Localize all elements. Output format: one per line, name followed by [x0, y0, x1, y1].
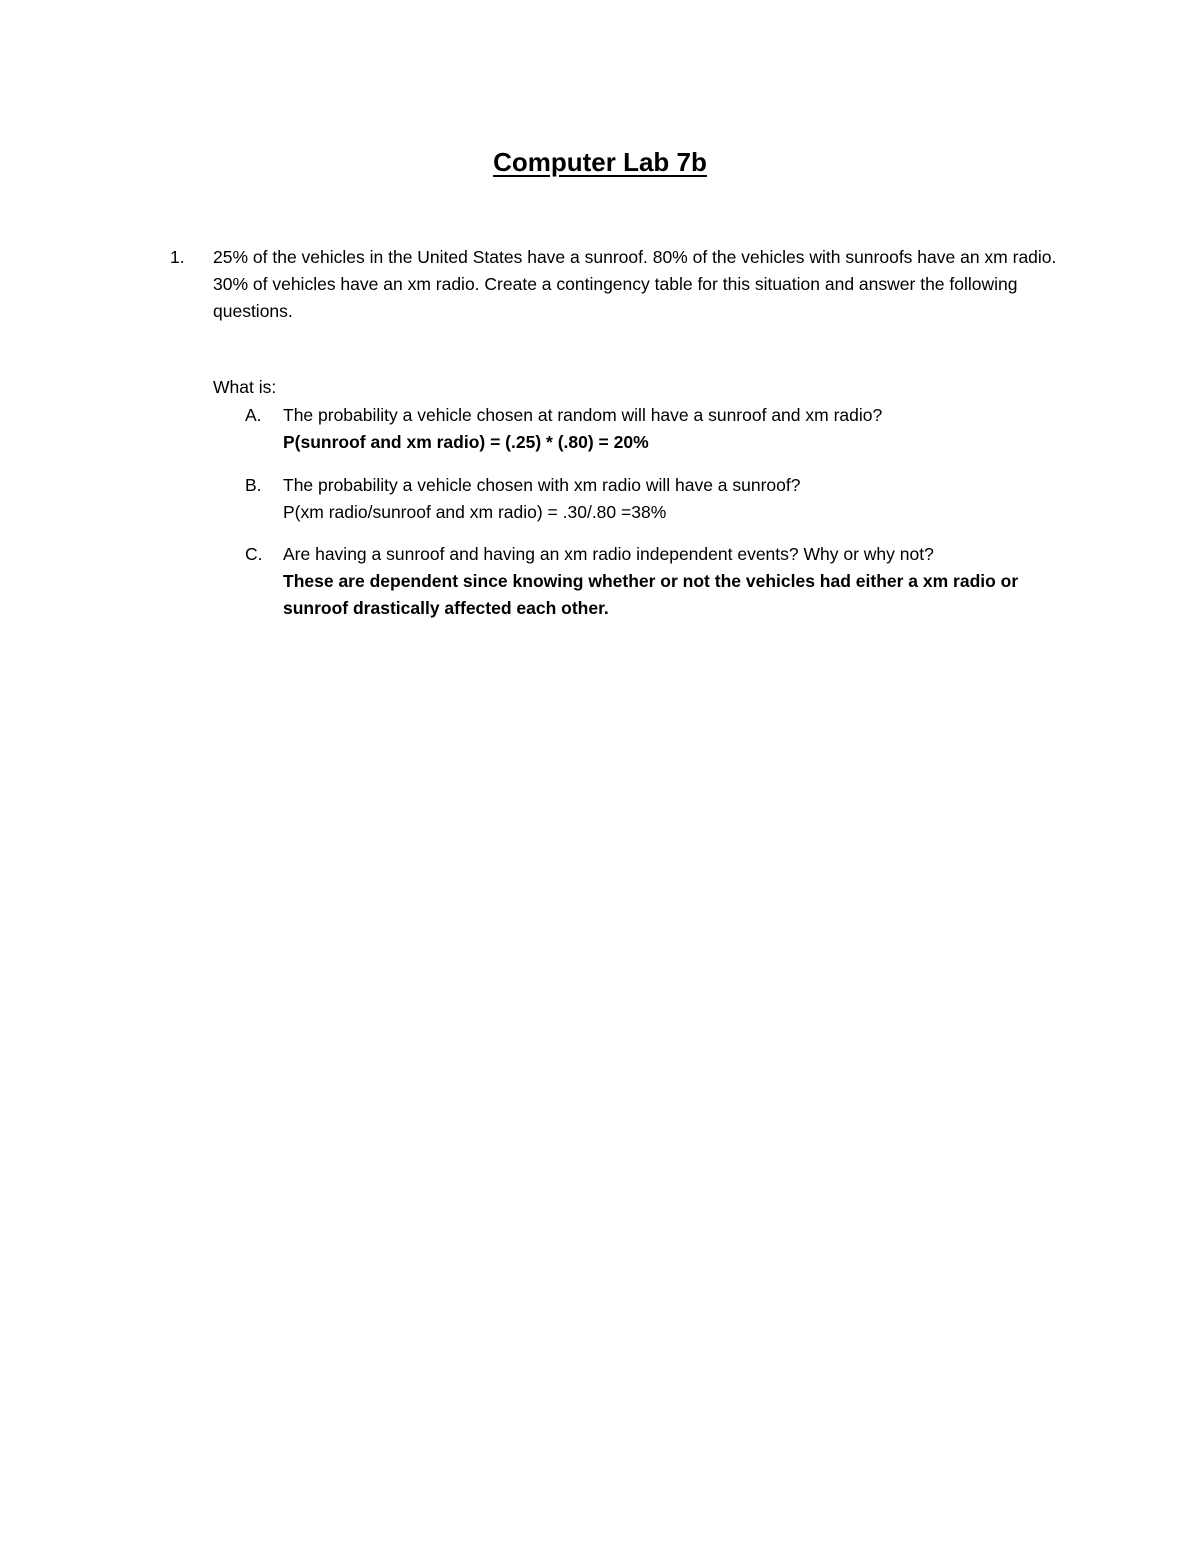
part-letter: B.	[245, 475, 262, 495]
part-answer: These are dependent since knowing whether or not the vehicles had either a xm radio or sunroof drastically affected each other.	[283, 571, 1019, 618]
document-title: Computer Lab 7b	[493, 147, 707, 177]
part-answer: P(xm radio/sunroof and xm radio) = .30/.80 =38%	[283, 502, 667, 522]
question-number: 1.	[170, 247, 185, 267]
part-letter: C.	[245, 544, 263, 564]
question-1	[170, 244, 1070, 325]
part-answer: P(sunroof and xm radio) = (.25) * (.80) = 20%	[283, 432, 649, 452]
part-b	[245, 472, 1075, 526]
part-question: Are having a sunroof and having an xm radio independent events? Why or why not?	[283, 544, 934, 564]
part-letter: A.	[245, 405, 262, 425]
part-question: The probability a vehicle chosen at random will have a sunroof and xm radio?	[283, 405, 883, 425]
part-question: The probability a vehicle chosen with xm radio will have a sunroof?	[283, 475, 801, 495]
part-a	[245, 402, 1075, 456]
question-text: 25% of the vehicles in the United States have a sunroof. 80% of the vehicles with sunroofs have an xm radio. 30% of vehicles have an xm radio. Create a contingency table for this situation and answer the following questions.	[213, 247, 1057, 321]
what-is-prompt: What is:	[213, 377, 277, 397]
part-c	[245, 541, 1075, 622]
